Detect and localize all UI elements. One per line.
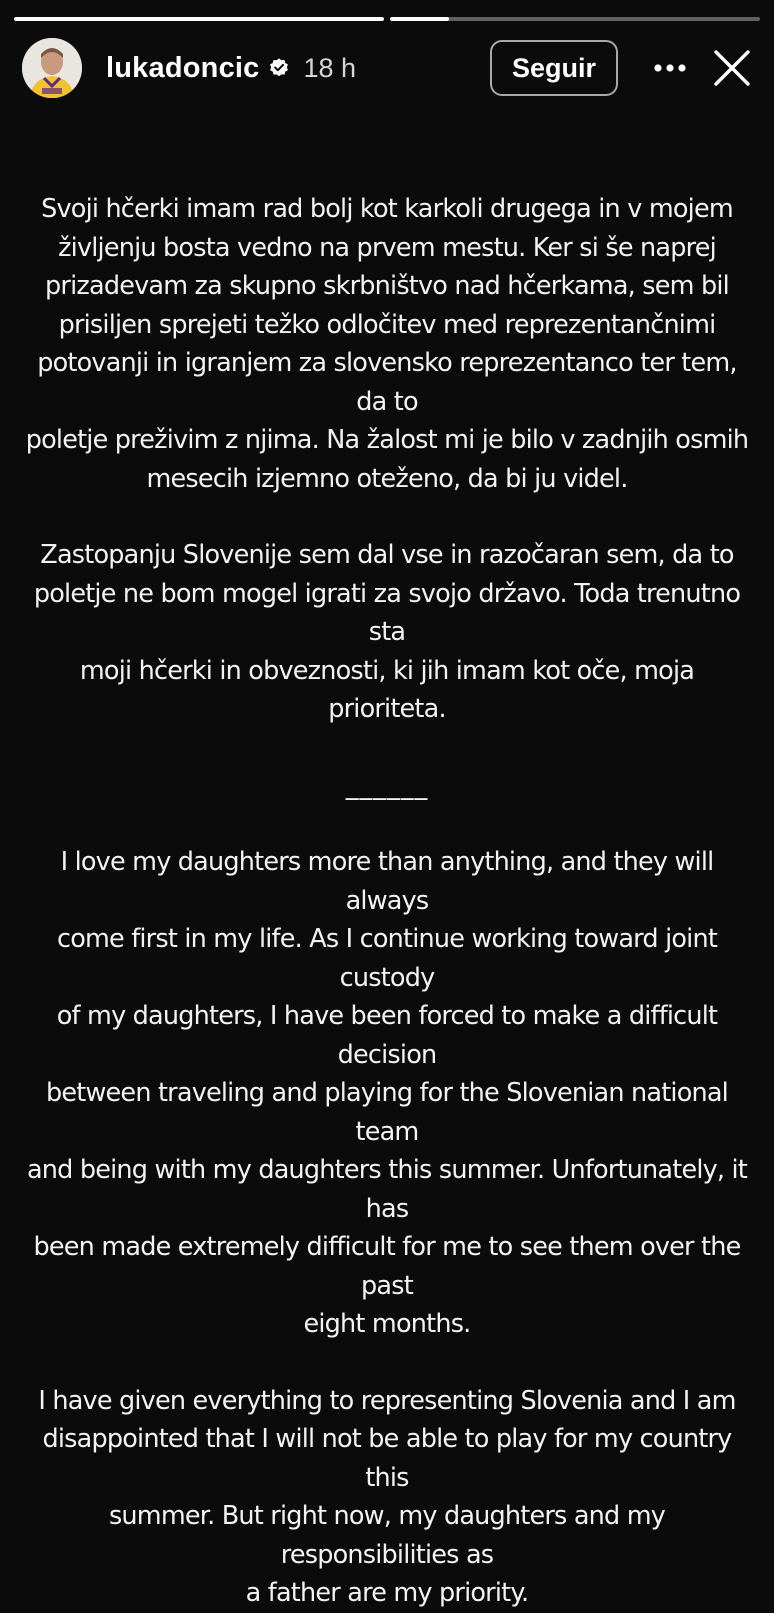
verified-badge-icon <box>268 57 290 79</box>
progress-segment-2 <box>390 17 760 21</box>
story-progress-bar <box>14 17 760 21</box>
follow-button[interactable]: Seguir <box>490 40 618 96</box>
statement-paragraph-slovenian-1: Svoji hčerki imam rad bolj kot karkoli drugega in v mojem življenju bosta vedno na prvem mestu. Ker si še naprej prizadevam za skupno skrbništvo nad hčerkama, sem bil prisiljen sprejeti težko odločitev med reprezentančnimi potovanji in igranjem za slovensko reprezentanco ter tem, da to poletje preživim z njima. Na žalost mi je bilo v zadnjih osmih mesecih izjemno oteženo, da bi ju videl. <box>25 194 749 494</box>
story-text <box>24 190 750 1613</box>
progress-fill-2 <box>390 17 449 21</box>
statement-paragraph-english-1: I love my daughters more than anything, and they will always come first in my life. As I continue working toward joint custody of my daughters, I have been forced to make a difficult decision between traveling and playing for the Slovenian national team and being with my daughters this summer. Unfortunately, it has been made extremely difficult for me to see them over the past eight months. <box>26 847 748 1339</box>
close-icon <box>713 49 751 87</box>
avatar-image <box>22 38 82 98</box>
separator-line: ______ <box>345 770 429 801</box>
progress-segment-1 <box>14 17 384 21</box>
more-options-icon <box>653 63 687 73</box>
statement-paragraph-english-2: I have given everything to representing Slovenia and I am disappointed that I will not be able to play for my country this summer. But right now, my daughters and my responsibilities as a father are my priority. <box>38 1385 736 1608</box>
close-button[interactable] <box>708 40 756 96</box>
statement-paragraph-slovenian-2: Zastopanju Slovenije sem dal vse in razočaran sem, da to poletje ne bom mogel igrati za svojo državo. Toda trenutno sta moji hčerki in obveznosti, ki jih imam kot oče, moja prioriteta. <box>33 540 741 724</box>
avatar[interactable] <box>22 38 82 98</box>
story-header <box>22 38 756 98</box>
progress-fill-1 <box>14 17 384 21</box>
more-options-button[interactable] <box>644 40 696 96</box>
username[interactable]: lukadoncic <box>106 51 260 84</box>
post-time: 18 h <box>303 52 357 83</box>
